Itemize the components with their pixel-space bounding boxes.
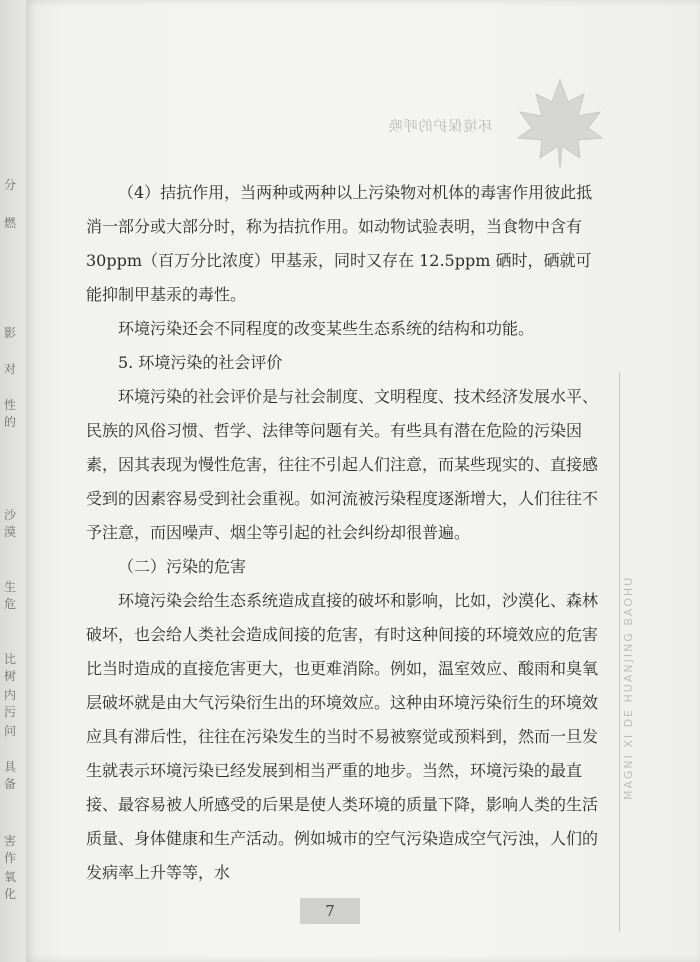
adjacent-page-fragment: 内污	[4, 688, 17, 719]
page-number: 7	[300, 898, 360, 924]
adjacent-page-fragment: 对	[4, 362, 17, 376]
adjacent-page-fragment: 分	[4, 178, 17, 192]
adjacent-page-fragment: 沙漠	[4, 508, 17, 539]
adjacent-page-fragment: 性的	[4, 398, 17, 429]
section-heading: （二）污染的危害	[118, 557, 247, 576]
running-header-title: 环境保护的呼唤	[387, 119, 493, 135]
margin-rule	[619, 372, 620, 932]
subsection-heading: 5. 环境污染的社会评价	[118, 353, 283, 372]
adjacent-page-fragment: 影	[4, 326, 17, 340]
adjacent-page-fragment: 害作	[4, 834, 17, 865]
adjacent-page-fragment: 生危	[4, 580, 17, 611]
paragraph: 环境污染的社会评价是与社会制度、文明程度、技术经济发展水平、民族的风俗习惯、哲学、法律等问题有关。有些具有潜在危险的污染因素，因其表现为慢性危害，往往不引起人们注意，而某些现实的、直接感受到的因素容易受到社会重视。如河流被污染程度逐渐增大，人们往往不予注意，而因噪声、烟尘等引起的社会纠纷却很普遍。	[86, 387, 599, 542]
maple-leaf-icon	[510, 72, 610, 172]
paragraph: 环境污染会给生态系统造成直接的破坏和影响，比如，沙漠化、森林破坏，也会给人类社会造成间接的危害，有时这种间接的环境效应的危害比当时造成的直接危害更大，也更难消除。例如，温室效应、酸雨和臭氧层破坏就是由大气污染衍生出的环境效应。这种由环境污染衍生的环境效应具有滞后性，往往在污染发生的当时不易被察觉或预料到，然而一旦发生就表示环境污染已经发展到相当严重的地步。当然，环境污染的最直接、最容易被人所感受的后果是使人类环境的质量下降，影响人类的生活质量、身体健康和生产活动。例如城市的空气污染造成空气污浊，人们的发病率上升等等，水	[86, 591, 599, 882]
adjacent-page-fragment: 比树	[4, 652, 17, 683]
paragraph: （4）拮抗作用，当两种或两种以上污染物对机体的毒害作用彼此抵消一部分或大部分时，称为拮抗作用。如动物试验表明，当食物中含有 30ppm（百万分比浓度）甲基汞，同时又存在 12.5ppm 硒时，硒就可能抑制甲基汞的毒性。	[86, 183, 593, 304]
paragraph: 环境污染还会不同程度的改变某些生态系统的结构和功能。	[118, 319, 535, 338]
page-body	[86, 176, 606, 890]
adjacent-page-fragment: 具备	[4, 760, 17, 791]
margin-running-text: MAGNI XI DE HUANJING BAOHU	[622, 575, 635, 800]
adjacent-page-fragment: 氧化	[4, 870, 17, 901]
adjacent-page-edge	[0, 0, 26, 962]
adjacent-page-fragment: 问	[4, 724, 17, 738]
adjacent-page-fragment: 燃	[4, 216, 17, 230]
